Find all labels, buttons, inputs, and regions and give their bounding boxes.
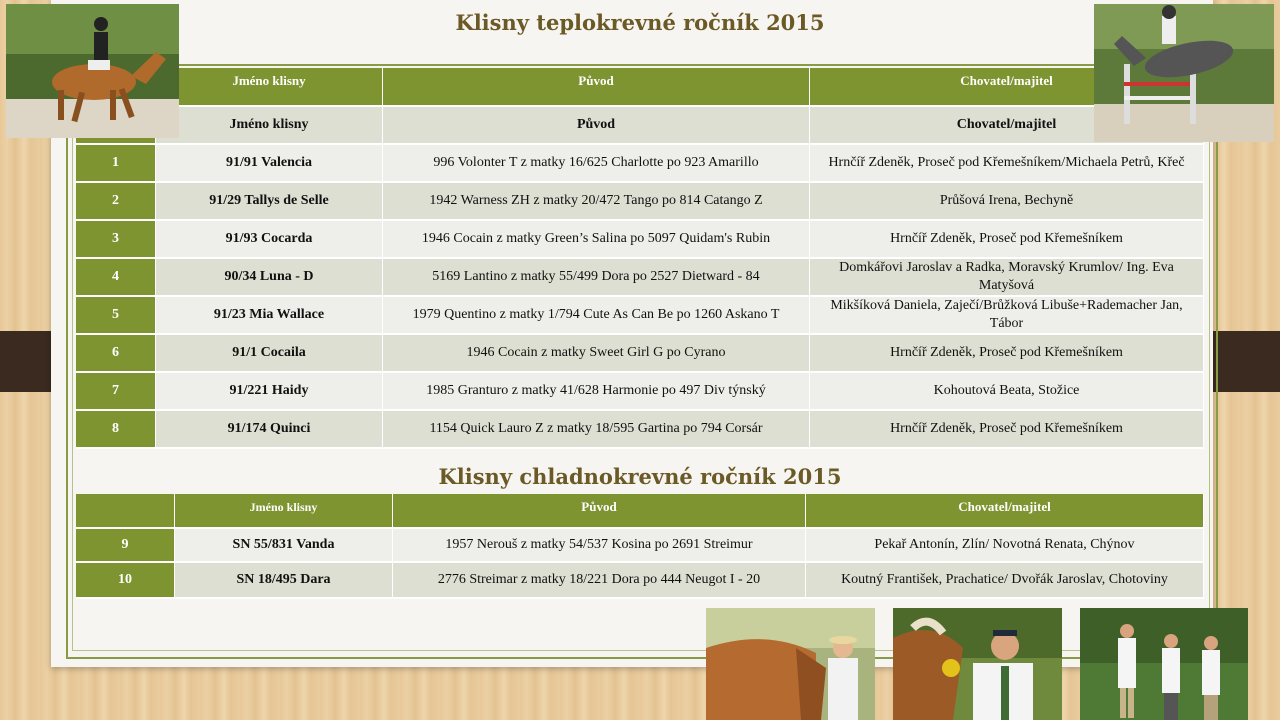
table-row bbox=[76, 259, 1204, 297]
breeder-owner: Mikšíková Daniela, Zaječí/Brůžková Libuše+Rademacher Jan, Tábor bbox=[810, 297, 1204, 335]
row-number: 8 bbox=[76, 411, 156, 449]
row-number: 5 bbox=[76, 297, 156, 335]
title-warmblood: Klisny teplokrevné ročník 2015 bbox=[455, 10, 825, 35]
breeder-owner: Kohoutová Beata, Stožice bbox=[810, 373, 1204, 411]
mare-name: 91/91 Valencia bbox=[156, 145, 383, 183]
row-number: 2 bbox=[76, 183, 156, 221]
table-subheader-row bbox=[76, 107, 1204, 145]
header-owner: Chovatel/majitel bbox=[810, 68, 1204, 107]
mare-origin: 1979 Quentino z matky 1/794 Cute As Can Be po 1260 Askano T bbox=[383, 297, 810, 335]
photo-show-jumping bbox=[1094, 4, 1274, 142]
row-number: 7 bbox=[76, 373, 156, 411]
row-number: 4 bbox=[76, 259, 156, 297]
table-row bbox=[76, 411, 1204, 449]
breeder-owner: Hrnčíř Zdeněk, Proseč pod Křemešníkem bbox=[810, 411, 1204, 449]
mare-name: 91/1 Cocaila bbox=[156, 335, 383, 373]
breeder-owner: Hrnčíř Zdeněk, Proseč pod Křemešníkem/Michaela Petrů, Křeč bbox=[810, 145, 1204, 183]
photo-coldblood-horse-handler bbox=[706, 608, 875, 720]
photo-dressage-rider bbox=[6, 4, 179, 138]
row-number: 6 bbox=[76, 335, 156, 373]
breeder-owner: Pekař Antonín, Zlín/ Novotná Renata, Chýnov bbox=[806, 529, 1204, 563]
warmblood-table bbox=[76, 68, 1204, 449]
mare-origin: 1946 Cocain z matky Green’s Salina po 5097 Quidam's Rubin bbox=[383, 221, 810, 259]
table-header-row bbox=[76, 68, 1204, 107]
mare-origin: 996 Volonter T z matky 16/625 Charlotte po 923 Amarillo bbox=[383, 145, 810, 183]
mare-name: 91/23 Mia Wallace bbox=[156, 297, 383, 335]
row-number: 9 bbox=[76, 529, 175, 563]
mare-origin: 1154 Quick Lauro Z z matky 18/595 Gartina po 794 Corsár bbox=[383, 411, 810, 449]
photo-judges bbox=[1080, 608, 1248, 720]
header-owner: Chovatel/majitel bbox=[806, 494, 1204, 529]
row-number: 1 bbox=[76, 145, 156, 183]
subheader-name: Jméno klisny bbox=[156, 107, 383, 145]
table-row bbox=[76, 335, 1204, 373]
breeder-owner: Hrnčíř Zdeněk, Proseč pod Křemešníkem bbox=[810, 221, 1204, 259]
photo-horse-with-ribbon bbox=[893, 608, 1062, 720]
mare-name: SN 18/495 Dara bbox=[175, 563, 393, 599]
row-number: 10 bbox=[76, 563, 175, 599]
row-number: 3 bbox=[76, 221, 156, 259]
mare-name: 90/34 Luna - D bbox=[156, 259, 383, 297]
header-name: Jméno klisny bbox=[156, 68, 383, 107]
subheader-owner: Chovatel/majitel bbox=[810, 107, 1204, 145]
mare-origin: 1942 Warness ZH z matky 20/472 Tango po 814 Catango Z bbox=[383, 183, 810, 221]
mare-name: 91/221 Haidy bbox=[156, 373, 383, 411]
breeder-owner: Průšová Irena, Bechyně bbox=[810, 183, 1204, 221]
header-origin: Původ bbox=[393, 494, 806, 529]
table-row bbox=[76, 529, 1204, 563]
mare-origin: 1985 Granturo z matky 41/628 Harmonie po 497 Div týnský bbox=[383, 373, 810, 411]
mare-name: 91/93 Cocarda bbox=[156, 221, 383, 259]
mare-origin: 1957 Nerouš z matky 54/537 Kosina po 2691 Streimur bbox=[393, 529, 806, 563]
mare-origin: 1946 Cocain z matky Sweet Girl G po Cyrano bbox=[383, 335, 810, 373]
coldblood-table bbox=[76, 494, 1204, 599]
table-row bbox=[76, 221, 1204, 259]
mare-name: SN 55/831 Vanda bbox=[175, 529, 393, 563]
header-number-cell bbox=[76, 494, 175, 529]
breeder-owner: Hrnčíř Zdeněk, Proseč pod Křemešníkem bbox=[810, 335, 1204, 373]
title-coldblood: Klisny chladnokrevné ročník 2015 bbox=[438, 464, 842, 489]
table-row bbox=[76, 373, 1204, 411]
mare-origin: 5169 Lantino z matky 55/499 Dora po 2527 Dietward - 84 bbox=[383, 259, 810, 297]
mare-name: 91/29 Tallys de Selle bbox=[156, 183, 383, 221]
header-origin: Původ bbox=[383, 68, 810, 107]
mare-name: 91/174 Quinci bbox=[156, 411, 383, 449]
breeder-owner: Domkářovi Jaroslav a Radka, Moravský Krumlov/ Ing. Eva Matyšová bbox=[810, 259, 1204, 297]
header-name: Jméno klisny bbox=[175, 494, 393, 529]
table-row bbox=[76, 183, 1204, 221]
breeder-owner: Koutný František, Prachatice/ Dvořák Jaroslav, Chotoviny bbox=[806, 563, 1204, 599]
table-row bbox=[76, 297, 1204, 335]
subheader-origin: Původ bbox=[383, 107, 810, 145]
table-header-row bbox=[76, 494, 1204, 529]
table-row bbox=[76, 145, 1204, 183]
mare-origin: 2776 Streimar z matky 18/221 Dora po 444 Neugot I - 20 bbox=[393, 563, 806, 599]
table-row bbox=[76, 563, 1204, 599]
